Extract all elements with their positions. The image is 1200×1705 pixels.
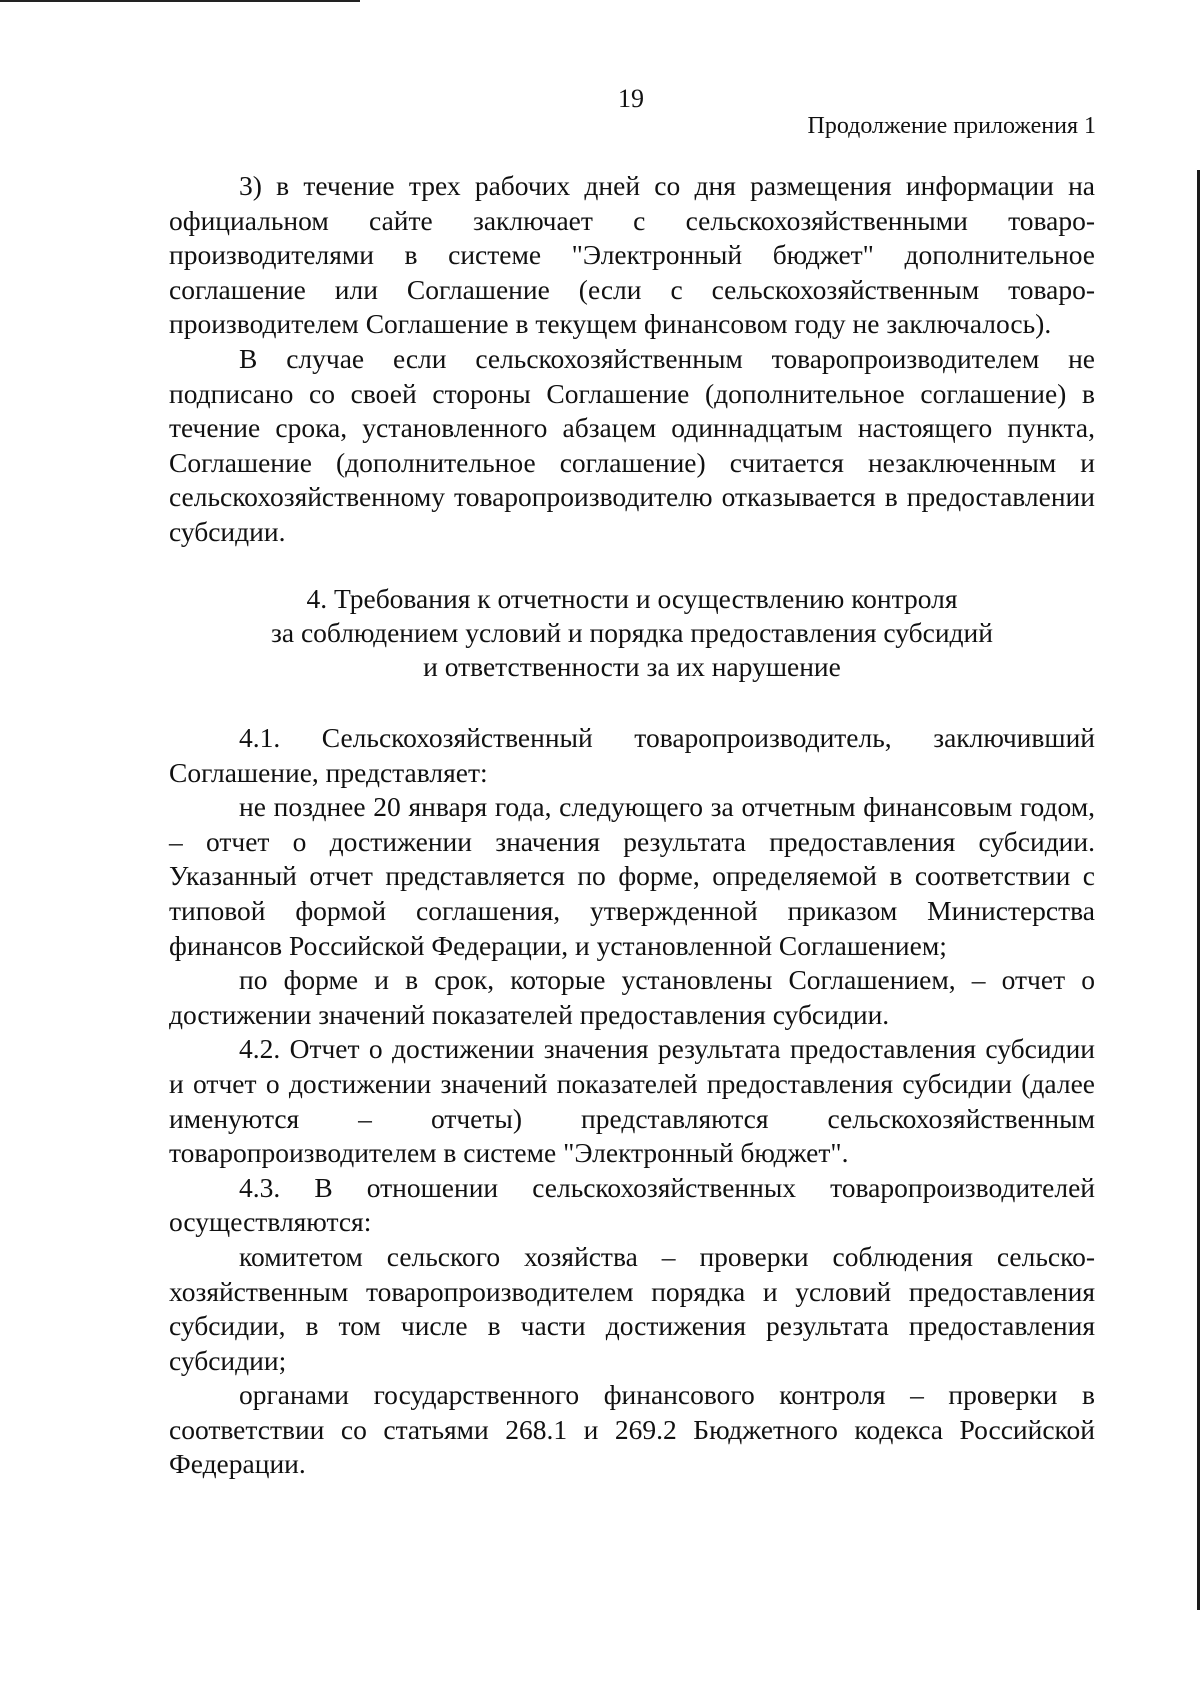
paragraph-unsigned-agreement: В случае если сельскохозяйственным товаропроизводителем не подписано со своей стороны Соглашение (дополнительное соглашение) в течение срока, установленного абзацем одиннадцатым настоящего пункта, Соглашение (дополнительное соглашение) считается незаключенным и сельскохозяйственному товаропроизводителю отказывается в предоставлении субсидии. bbox=[169, 342, 1095, 547]
paragraph-annual-report: не позднее 20 января года, следующего за отчетным финансовым годом, – отчет о достижении значения результата предоставления субсидии. Указанный отчет представляется по форме, определяемой в соответствии с типовой формой соглашения, утвержденной приказом Министерства финансов Российской Федерации, и установленной Соглашением; bbox=[169, 791, 1095, 961]
appendix-continuation-label: Продолжение приложения 1 bbox=[807, 113, 1096, 139]
scan-top-edge bbox=[0, 0, 360, 2]
paragraph-financial-control: органами государственного финансового контроля – проверки в соответствии со статьями 268.1 и 269.2 Бюджетного кодекса Российской Федерации. bbox=[169, 1379, 1095, 1480]
paragraph-indicator-report: по форме и в срок, которые установлены Соглашением, – отчет о достижении значений показателей предоставления субсидии. bbox=[169, 964, 1095, 1030]
section-heading-line: 4. Требования к отчетности и осуществлению контроля bbox=[306, 583, 958, 614]
paragraph-item-3: 3) в течение трех рабочих дней со дня размещения информации на официальном сайте заключает с сельскохозяйственными товаропроизводителями в системе "Электронный бюджет" дополнительное соглашение или Соглашение (если с сельскохозяйственным товаропроизводителем Соглашение в текущем финансовом году не заключалось). bbox=[169, 170, 1095, 340]
section-4-heading bbox=[169, 582, 1095, 684]
intro-text-block bbox=[169, 169, 1095, 550]
paragraph-4-2: 4.2. Отчет о достижении значения результата предоставления субсидии и отчет о достижении значений показателей предоставления субсидии (далее именуются – отчеты) представляются сельскохозяйственным товаропроизводителем в системе "Электронный бюджет". bbox=[169, 1033, 1095, 1169]
paragraph-4-1: 4.1. Сельскохозяйственный товаропроизводитель, заключивший Соглашение, представляет: bbox=[169, 722, 1095, 788]
section-heading-line: и ответственности за их нарушение bbox=[423, 651, 841, 682]
page-number: 19 bbox=[618, 84, 644, 113]
section-heading-line: за соблюдением условий и порядка предоставления субсидий bbox=[271, 617, 993, 648]
paragraph-committee-checks: комитетом сельского хозяйства – проверки соблюдения сельскохозяйственным товаропроизводителем порядка и условий предоставления субсидии, в том числе в части достижения результата предоставления субсидии; bbox=[169, 1240, 1095, 1376]
section-4-text-block bbox=[169, 721, 1095, 1482]
paragraph-4-3: 4.3. В отношении сельскохозяйственных товаропроизводителей осуществляются: bbox=[169, 1171, 1095, 1238]
